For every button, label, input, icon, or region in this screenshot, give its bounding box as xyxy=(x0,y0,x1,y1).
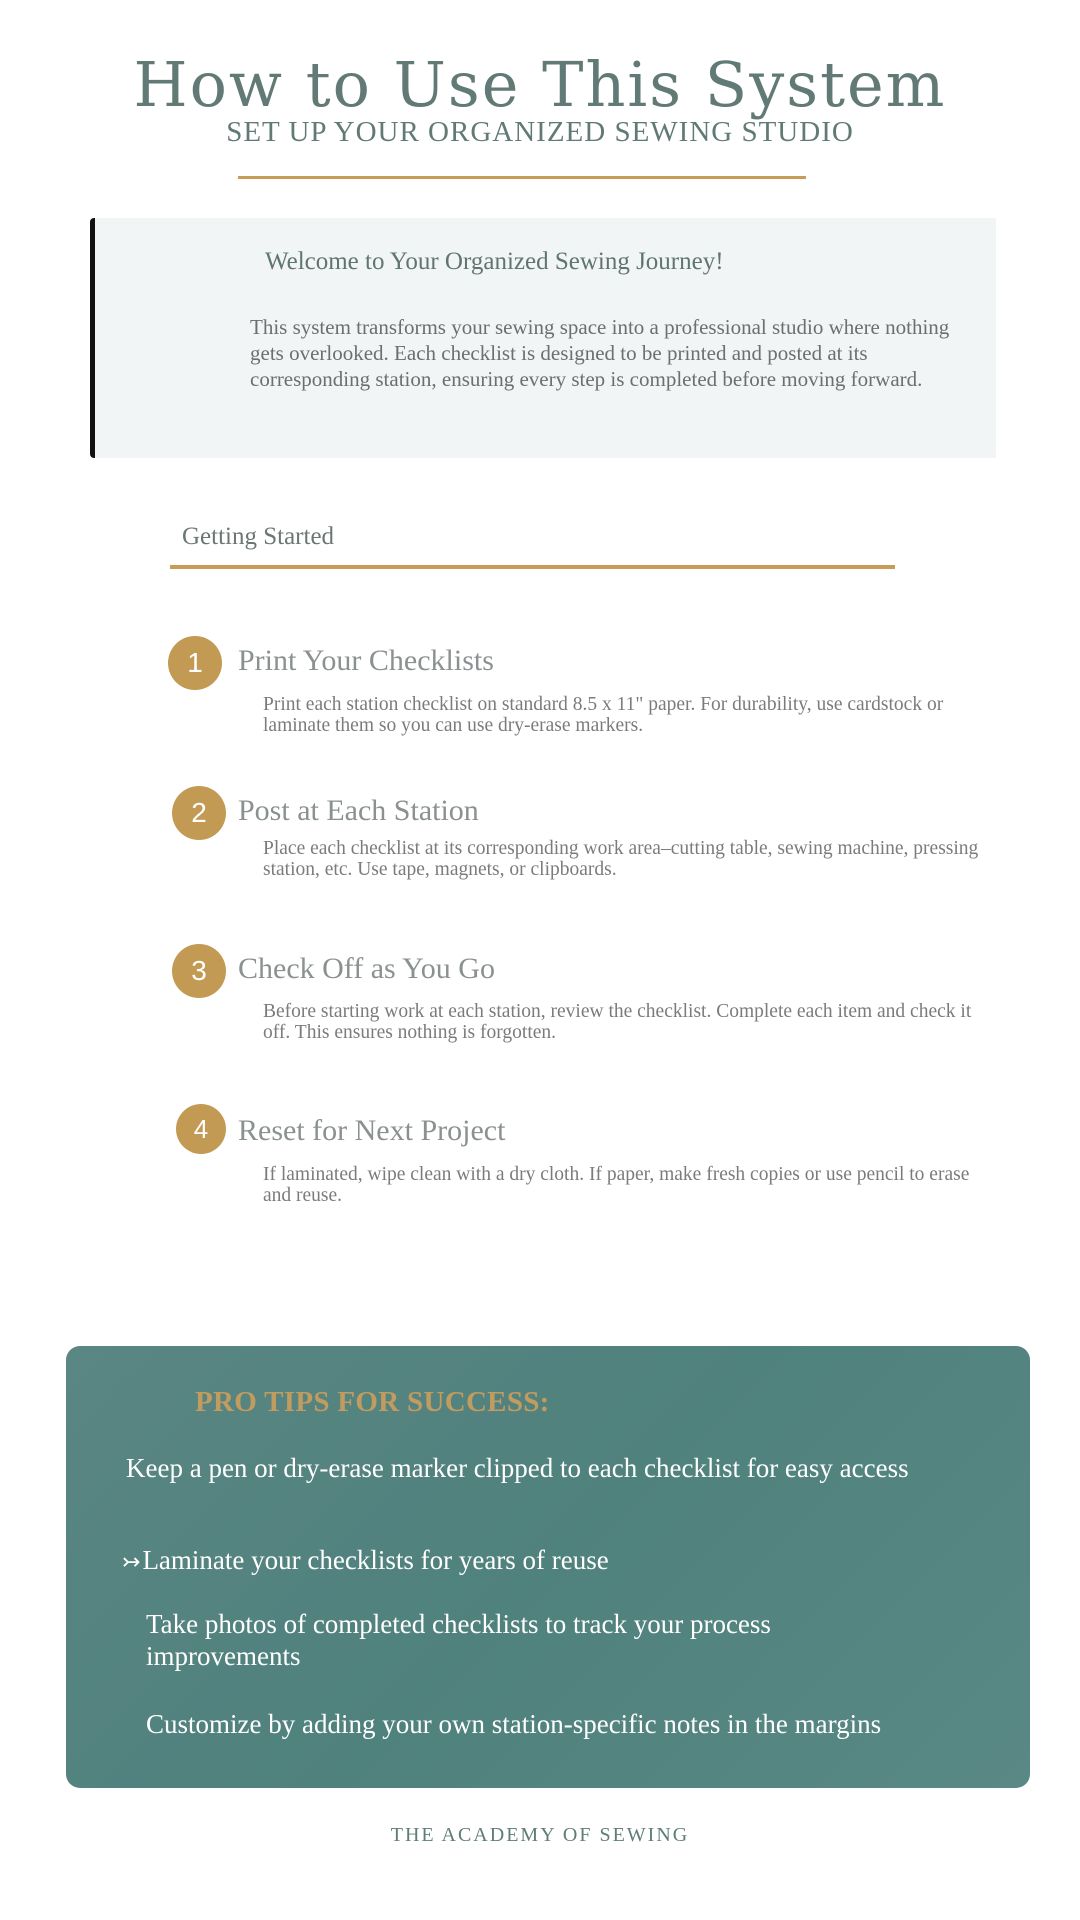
welcome-text: This system transforms your sewing space into a professional studio where nothing gets overlooked. Each checklist is designed to be printed and posted at its corresponding station, ensuring every step is completed before moving forward. xyxy=(250,315,950,391)
step-description: If laminated, wipe clean with a dry cloth. If paper, make fresh copies or use pencil to erase and reuse. xyxy=(263,1164,970,1206)
pro-tips-heading: PRO TIPS FOR SUCCESS: xyxy=(195,1386,550,1418)
getting-started-divider xyxy=(170,565,895,569)
tip-item xyxy=(146,1706,1026,1742)
page-title: How to Use This System xyxy=(133,48,947,121)
footer-brand: THE ACADEMY OF SEWING xyxy=(390,1824,690,1846)
step-number-badge: 3 xyxy=(172,944,226,998)
step-description: Print each station checklist on standard 8.5 x 11" paper. For durability, use cardstock or laminate them so you can use dry-erase markers. xyxy=(263,694,944,736)
step-title: Post at Each Station xyxy=(238,794,479,827)
tip-item xyxy=(122,1542,982,1580)
getting-started-heading: Getting Started xyxy=(182,523,335,550)
welcome-heading: Welcome to Your Organized Sewing Journey! xyxy=(265,248,724,275)
step-number-badge: 1 xyxy=(168,636,222,690)
step-title: Print Your Checklists xyxy=(238,644,494,677)
step-title: Check Off as You Go xyxy=(238,952,495,985)
step-number-badge: 4 xyxy=(176,1104,226,1154)
tip-item xyxy=(126,1450,946,1486)
tip-text: Keep a pen or dry-erase marker clipped to each checklist for easy access xyxy=(126,1453,909,1483)
pro-tips-panel xyxy=(66,1346,1030,1788)
welcome-panel xyxy=(90,218,996,458)
tip-text: Take photos of completed checklists to track your process improvements xyxy=(146,1609,771,1671)
arrow-bullet-icon: ↣ xyxy=(122,1549,141,1574)
step-title: Reset for Next Project xyxy=(238,1114,506,1147)
step-description: Place each checklist at its corresponding work area–cutting table, sewing machine, pressing station, etc. Use tape, magnets, or clipboards. xyxy=(263,838,979,880)
step-description: Before starting work at each station, review the checklist. Complete each item and check it off. This ensures nothing is forgotten. xyxy=(263,1001,972,1043)
tip-text: Customize by adding your own station-specific notes in the margins xyxy=(146,1709,882,1739)
title-divider xyxy=(238,176,806,179)
tip-text: Laminate your checklists for years of reuse xyxy=(142,1545,609,1575)
page-subtitle: SET UP YOUR ORGANIZED SEWING STUDIO xyxy=(226,116,854,148)
step-number-badge: 2 xyxy=(172,786,226,840)
tip-item xyxy=(146,1608,886,1672)
